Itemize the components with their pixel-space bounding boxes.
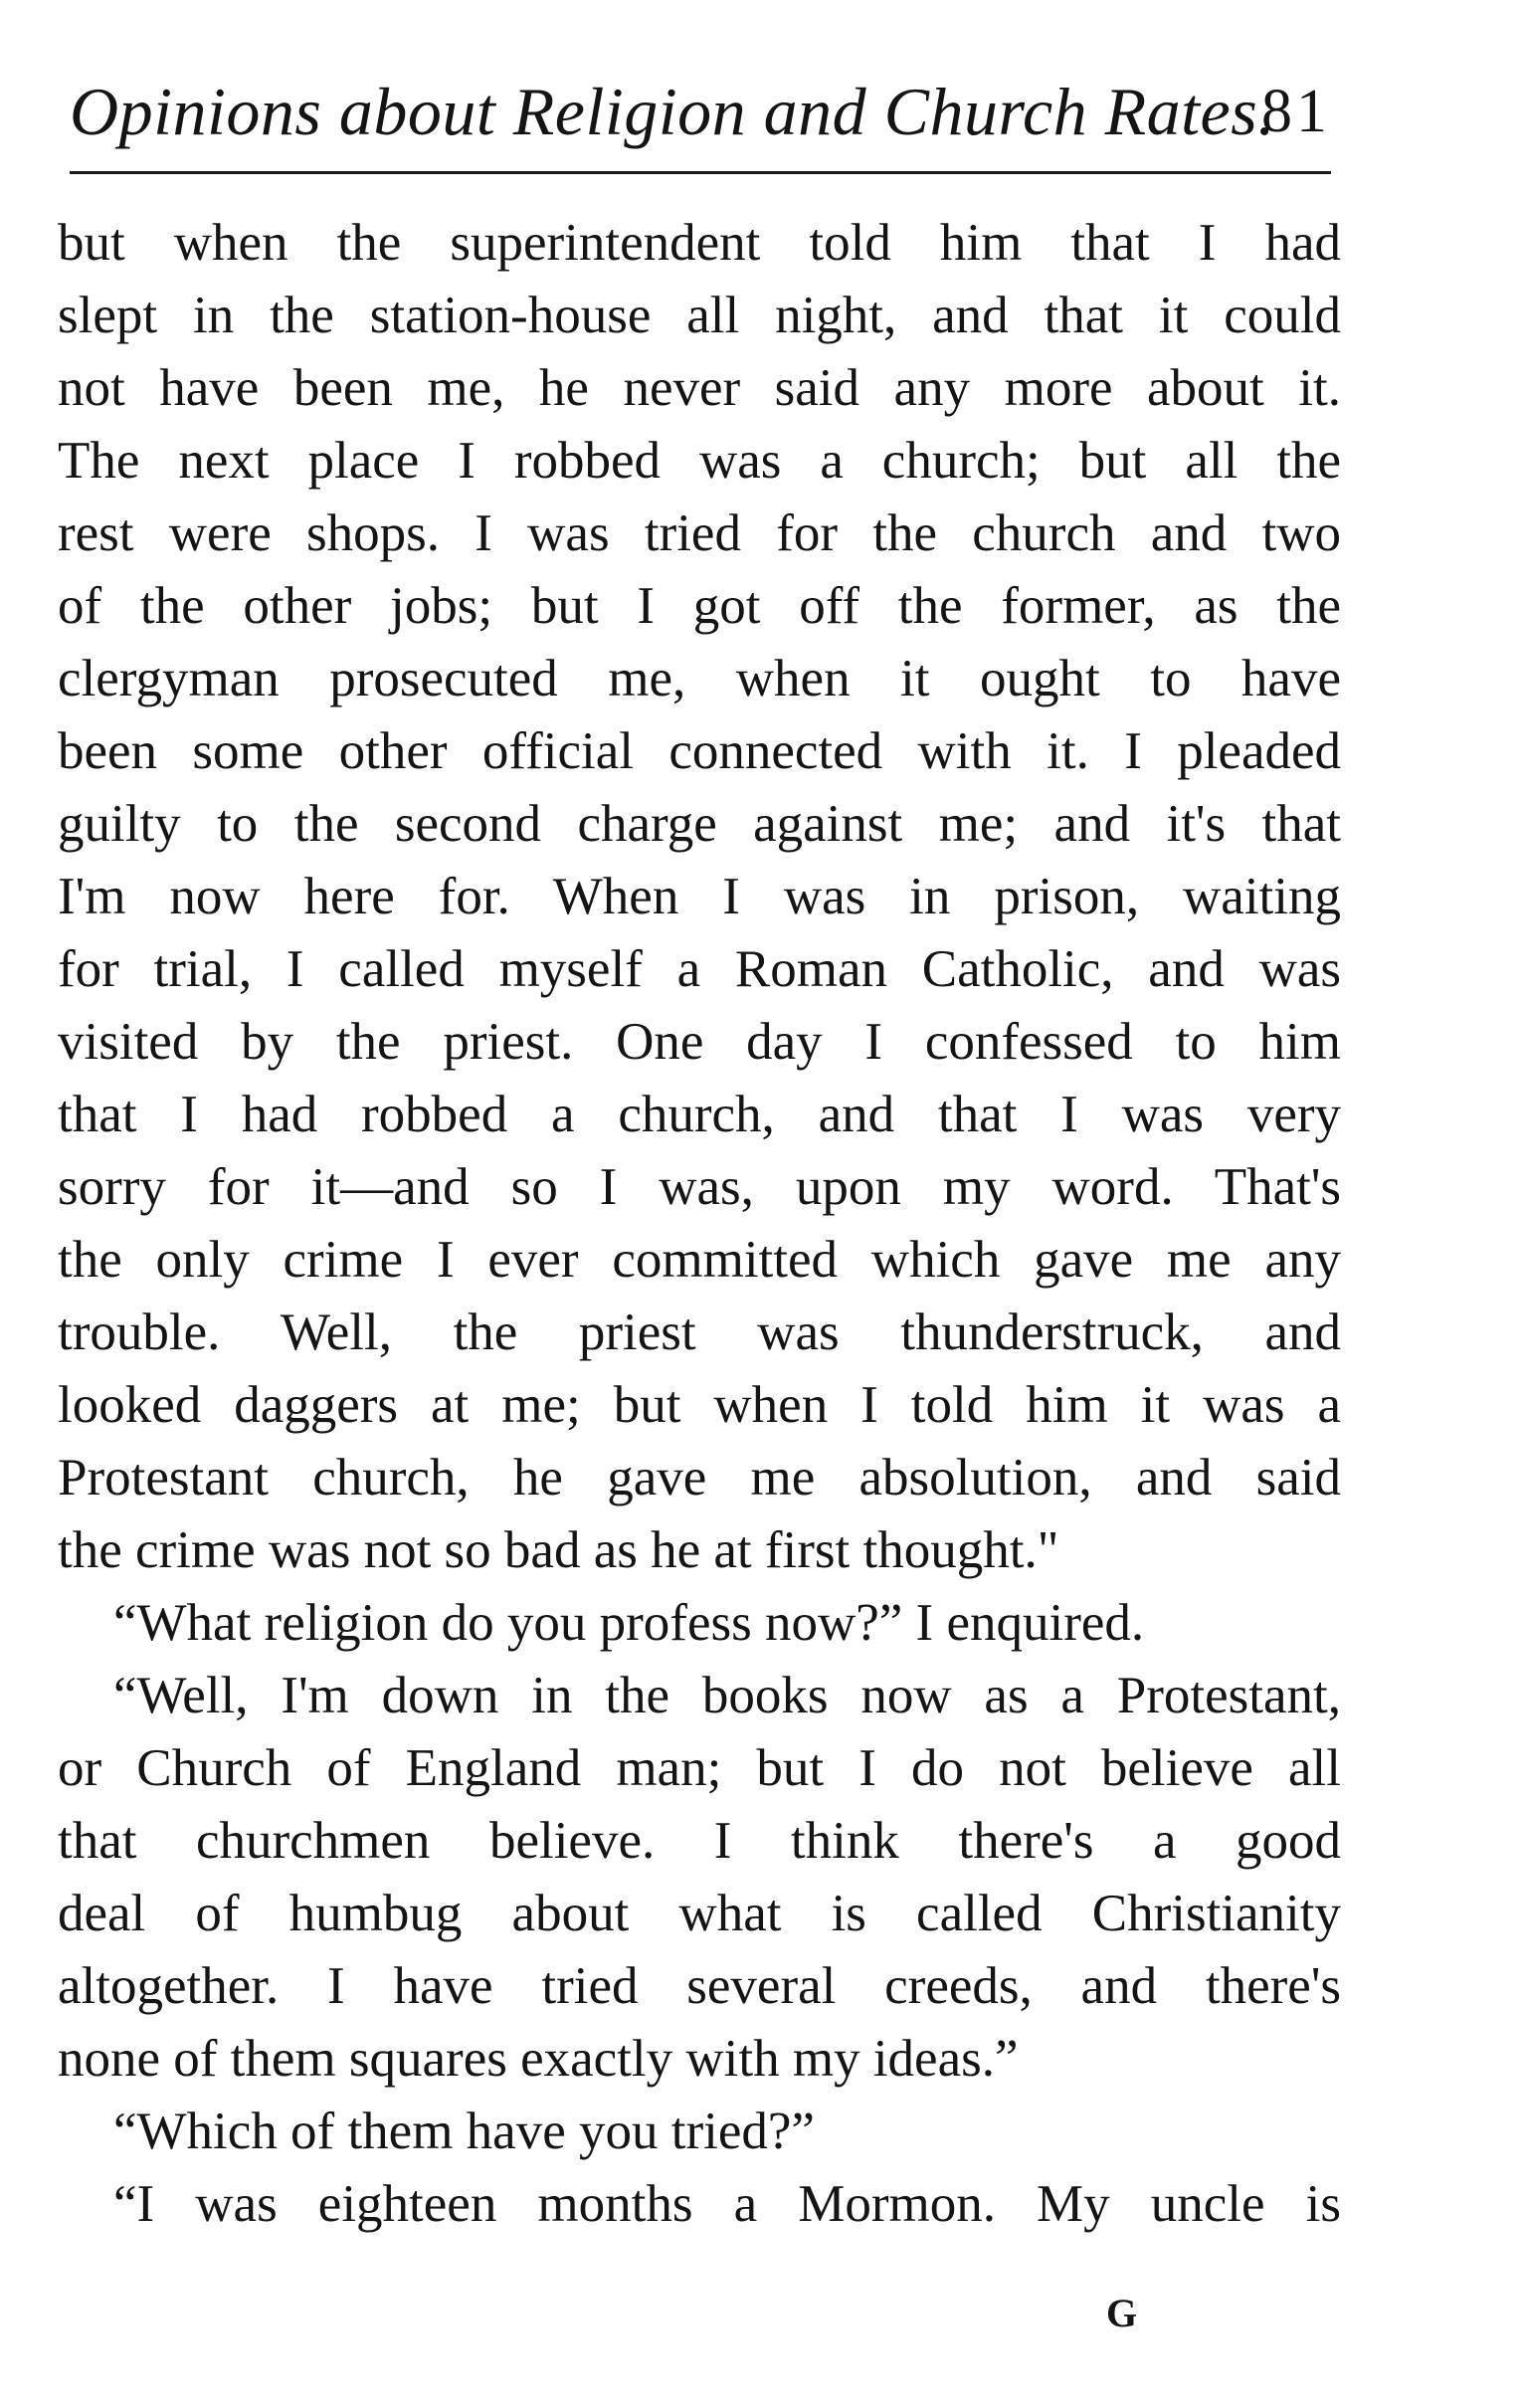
text-line: but when the superintendent told him that I had [58, 214, 1341, 272]
text-line: “I was eighteen months a Mormon. My uncle is [113, 2175, 1341, 2233]
text-line: that I had robbed a church, and that I was very [58, 1086, 1341, 1143]
text-line: or Church of England man; but I do not believe all [58, 1739, 1341, 1797]
text-line: “What religion do you profess now?” I enquired. [113, 1594, 1145, 1652]
text-line: not have been me, he never said any more about it. [58, 359, 1341, 417]
body-text [58, 207, 1341, 2241]
text-line: the only crime I ever committed which gave me any [58, 1231, 1341, 1289]
text-line: slept in the station-house all night, and that it could [58, 287, 1341, 344]
text-line: trouble. Well, the priest was thunderstruck, and [58, 1304, 1341, 1361]
text-line: sorry for it—and so I was, upon my word. That's [58, 1158, 1341, 1216]
page-number: 81 [1261, 78, 1331, 145]
text-line: altogether. I have tried several creeds, and there's [58, 1957, 1341, 2015]
text-line: for trial, I called myself a Roman Catholic, and was [58, 940, 1341, 998]
text-line: been some other official connected with it. I pleaded [58, 722, 1341, 780]
text-line: rest were shops. I was tried for the church and two [58, 504, 1341, 562]
running-head [70, 70, 1331, 153]
text-line: The next place I robbed was a church; but all the [58, 432, 1341, 490]
text-line: deal of humbug about what is called Christianity [58, 1885, 1341, 1942]
running-title: Opinions about Religion and Church Rates. [70, 74, 1275, 149]
text-line: that churchmen believe. I think there's a good [58, 1812, 1341, 1870]
text-line: “Which of them have you tried?” [113, 2103, 815, 2160]
header-rule [70, 171, 1331, 174]
text-line: none of them squares exactly with my ideas.” [58, 2030, 1019, 2088]
text-line: “Well, I'm down in the books now as a Protestant, [113, 1667, 1341, 1724]
text-line: Protestant church, he gave me absolution, and said [58, 1449, 1341, 1506]
text-line: looked daggers at me; but when I told him it was a [58, 1376, 1341, 1434]
text-line: guilty to the second charge against me; and it's that [58, 795, 1341, 853]
text-line: I'm now here for. When I was in prison, waiting [58, 868, 1341, 925]
text-line: visited by the priest. One day I confessed to him [58, 1013, 1341, 1071]
signature-mark: G [1106, 2291, 1138, 2335]
text-line: the crime was not so bad as he at first thought." [58, 1521, 1059, 1579]
text-line: of the other jobs; but I got off the former, as the [58, 577, 1341, 635]
text-line: clergyman prosecuted me, when it ought to have [58, 650, 1341, 707]
